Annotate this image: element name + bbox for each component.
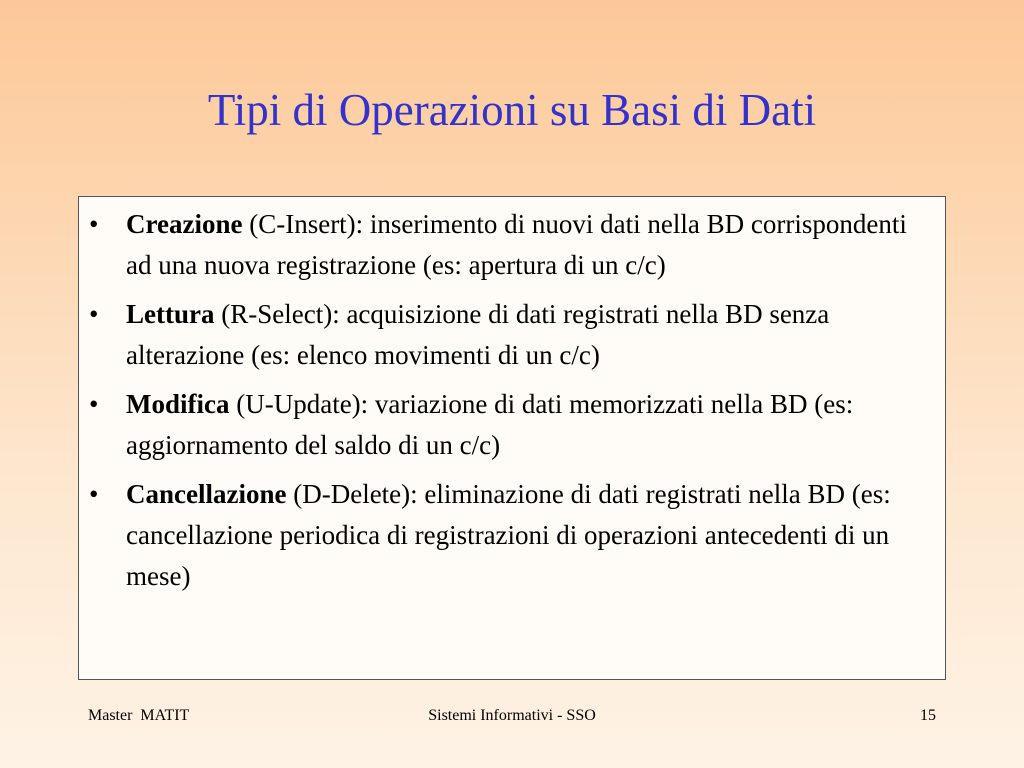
bullet-list xyxy=(79,204,945,605)
bullet-icon: • xyxy=(89,209,99,239)
bullet-item-cancellazione xyxy=(79,474,945,597)
footer-course: Master MATIT xyxy=(88,707,190,724)
bullet-term: Modifica xyxy=(126,389,230,419)
bullet-text: (R-Select): acquisizione di dati registrati nella BD senza alterazione (es: elenco movimenti di un c/c) xyxy=(126,299,830,370)
slide-title: Tipi di Operazioni su Basi di Dati xyxy=(207,85,817,135)
bullet-text: (C-Insert): inserimento di nuovi dati nella BD corrispondenti ad una nuova registrazione (es: apertura di un c/c) xyxy=(126,209,907,280)
footer-subject: Sistemi Informativi - SSO xyxy=(428,707,596,724)
bullet-item-lettura xyxy=(79,294,945,376)
bullet-term: Lettura xyxy=(126,299,215,329)
footer-page-number: 15 xyxy=(920,707,936,724)
bullet-term: Cancellazione xyxy=(126,479,287,509)
content-box xyxy=(78,196,946,680)
bullet-term: Creazione xyxy=(126,209,243,239)
bullet-item-creazione xyxy=(79,204,945,286)
bullet-icon: • xyxy=(89,479,99,509)
bullet-icon: • xyxy=(89,389,99,419)
bullet-text: (U-Update): variazione di dati memorizzati nella BD (es: aggiornamento del saldo di un c/c) xyxy=(126,389,854,460)
bullet-text: (D-Delete): eliminazione di dati registrati nella BD (es: cancellazione periodica di registrazioni di operazioni antecedenti di un mese) xyxy=(126,479,891,591)
bullet-item-modifica xyxy=(79,384,945,466)
bullet-icon: • xyxy=(89,299,99,329)
